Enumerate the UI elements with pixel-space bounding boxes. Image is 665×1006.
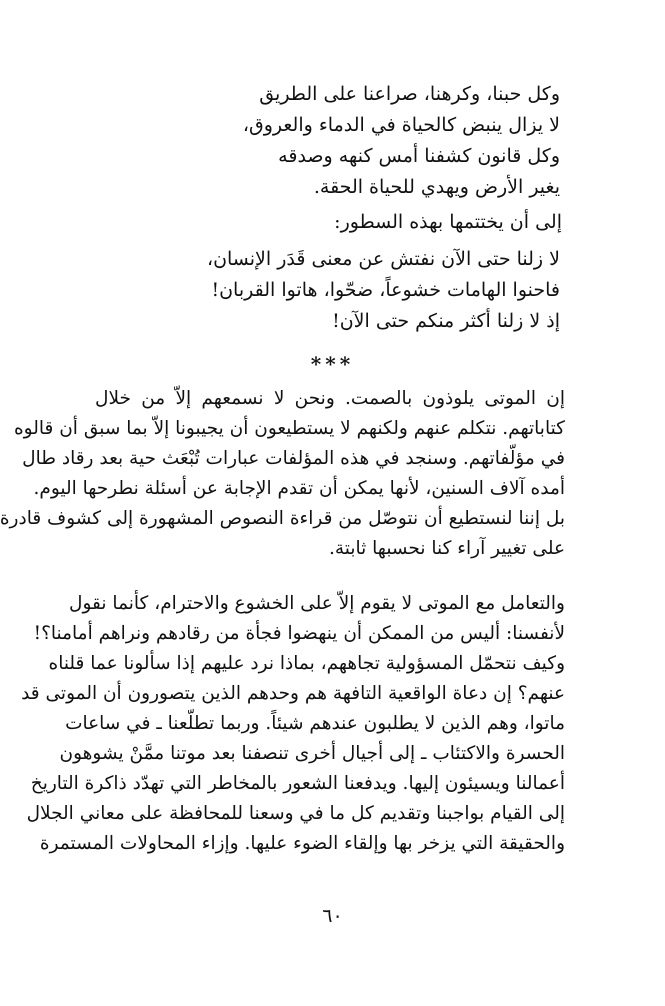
paragraph-line: أمده آلاف السنين، لأنها يمكن أن تقدم الإجابة عن أسئلة نطرحها اليوم.	[33, 478, 565, 499]
poem-line: إذ لا زلنا أكثر منكم حتى الآن!	[332, 310, 560, 332]
page-number: ٦٠	[322, 905, 343, 927]
poem-line: فاحنوا الهامات خشوعاً، ضحّوا، هاتوا القربان!	[211, 279, 560, 301]
section-separator: ***	[310, 352, 355, 376]
paragraph-line: ماتوا، وهم الذين لا يطلبون عندهم شيئاً. وربما تطلّعنا ـ في ساعات	[65, 713, 565, 734]
paragraph-line: لأنفسنا: أليس من الممكن أن ينهضوا فجأة من رقادهم ونراهم أمامنا؟!	[33, 623, 565, 644]
paragraph-line: إن الموتى يلوذون بالصمت. ونحن لا نسمعهم إلاّ من خلال	[95, 388, 565, 409]
paragraph-1	[0, 384, 565, 564]
paragraph-line: والتعامل مع الموتى لا يقوم إلاّ على الخشوع والاحترام، كأنما نقول	[69, 593, 565, 614]
paragraph-line: إلى القيام بواجبنا وتقديم كل ما في وسعنا للمحافظة على معاني الجلال	[26, 803, 565, 824]
paragraph-line: والحقيقة التي يزخر بها وإلقاء الضوء عليها. وإزاء المحاولات المستمرة	[39, 833, 565, 854]
poem-line: لا يزال ينبض كالحياة في الدماء والعروق،	[242, 114, 560, 136]
poem-stanza-1	[100, 79, 560, 203]
poem-stanza-2	[100, 244, 560, 337]
poem-line: لا زلنا حتى الآن نفتش عن معنى قَدَر الإنسان،	[206, 248, 560, 270]
intro-line: إلى أن يختتمها بهذه السطور:	[334, 211, 562, 233]
paragraph-line: كتاباتهم. نتكلم عنهم ولكنهم لا يستطيعون أن يجيبونا إلاّ بما سبق أن قالوه	[13, 418, 565, 439]
paragraph-line: وكيف نتحمّل المسؤولية تجاههم، بماذا نرد عليهم إذا سألونا عما قلناه	[48, 653, 565, 674]
poem-line: وكل حبنا، وكرهنا، صراعنا على الطريق	[259, 83, 560, 105]
paragraph-2	[21, 589, 565, 859]
paragraph-line: في مؤلّفاتهم. وسنجد في هذه المؤلفات عبارات تُبْعَث حية بعد رقاد طال	[22, 448, 565, 469]
paragraph-line: بل إننا لنستطيع أن نتوصّل من قراءة النصوص المشهورة إلى كشوف قادرة	[0, 508, 565, 529]
paragraph-line: الحسرة والاكتئاب ـ إلى أجيال أخرى تنصفنا بعد موتنا ممَّنْ يشوهون	[59, 743, 565, 764]
paragraph-line: على تغيير آراء كنا نحسبها ثابتة.	[328, 538, 565, 559]
paragraph-line: عنهم؟ إن دعاة الواقعية التافهة هم وحدهم الذين يتصورون أن الموتى قد	[21, 683, 565, 704]
poem-line: يغير الأرض ويهدي للحياة الحقة.	[313, 176, 560, 198]
poem-line: وكل قانون كشفنا أمس كنهه وصدقه	[278, 145, 560, 167]
paragraph-line: أعمالنا ويسيئون إليها. ويدفعنا الشعور بالمخاطر التي تهدّد ذاكرة التاريخ	[30, 773, 565, 794]
